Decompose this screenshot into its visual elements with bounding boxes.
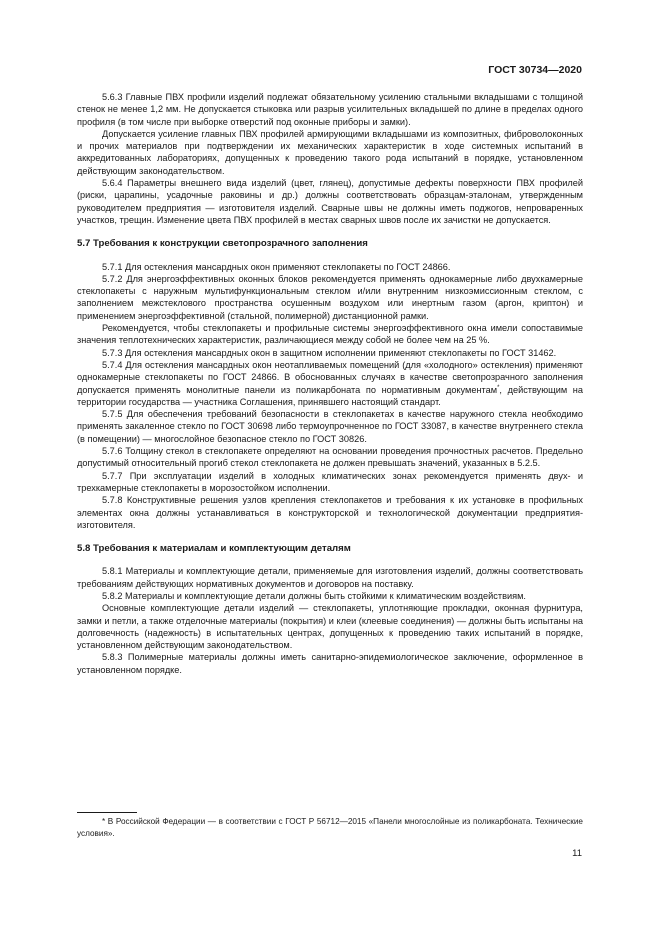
section-heading-5-8: 5.8 Требования к материалам и комплектующим деталям — [77, 543, 351, 555]
paragraph-5-7-2: 5.7.2 Для энергоэффективных оконных блоков рекомендуется применять однокамерные либо двухкамерные стеклопакеты с наружным мультифункциональным стеклом и/или внутренним низкоэмиссионным стеклом, с заполнением межстеклового пространства осушенным воздухом или инертным газом (аргон, криптон) и применением энергоэффективной (стальной, полимерной) дистанционной рамки. — [77, 273, 583, 321]
page-number: 11 — [572, 848, 582, 859]
paragraph-5-7-1: 5.7.1 Для остекления мансардных окон применяют стеклопакеты по ГОСТ 24866. — [102, 261, 451, 272]
paragraph-5-7-7: 5.7.7 При эксплуатации изделий в холодных климатических зонах рекомендуется применять двух- и трехкамерные стеклопакеты в морозостойком исполнении. — [77, 470, 583, 493]
document-code: ГОСТ 30734—2020 — [488, 64, 582, 76]
paragraph-5-8-2: 5.8.2 Материалы и комплектующие детали должны быть стойкими к климатическим воздействиям. — [102, 590, 526, 601]
paragraph-5-6-3: 5.6.3 Главные ПВХ профили изделий подлежат обязательному усилению стальными вкладышами с толщиной стенок не менее 1,2 мм. Не допускается стыковка или разрыв усилительных вкладышей по длине в пределах одного профиля (в том числе при выборке отверстий под оконные приборы и замки). — [77, 92, 583, 127]
paragraph-5-7-8: 5.7.8 Конструктивные решения узлов крепления стеклопакетов и требования к их установке в профильных элементах окна должны устанавливаться в конструкторской и технологической документации предприятия-изготовителя. — [77, 495, 583, 530]
paragraph-reinforcement: Допускается усиление главных ПВХ профилей армирующими вкладышами из композитных, фиброволоконных и прочих материалов при подтверждении их механических характеристик в ходе системных испытаний в аккредитованных лабораториях, допущенных к проведению такого рода испытаний в порядке, установленном действующим законодательством. — [77, 128, 583, 176]
paragraph-5-8-1: 5.8.1 Материалы и комплектующие детали, применяемые для изготовления изделий, должны соответствовать требованиям действующих нормативных документов и договоров на поставку. — [77, 566, 583, 589]
paragraph-5-7-3: 5.7.3 Для остекления мансардных окон в защитном исполнении применяют стеклопакеты по ГОСТ 31462. — [102, 347, 557, 358]
paragraph-recommendation: Рекомендуется, чтобы стеклопакеты и профильные системы энергоэффективного окна имели сопоставимые значения теплотехнических характеристик, различающиеся между собой не более чем на 25 %. — [77, 323, 583, 346]
paragraph-5-7-4-text: 5.7.4 Для остекления мансардных окон неотапливаемых помещений (для «холодного» остекления) применяют однокамерные стеклопакеты по ГОСТ 24866. В обоснованных случаях в качестве светопрозрачного заполнения допускается применять монолитные панели из поликарбоната по нормативным документам — [77, 359, 583, 395]
paragraph-5-7-6: 5.7.6 Толщину стекол в стеклопакете определяют на основании проведения прочностных расчетов. Предельно допустимый относительный прогиб стекол стеклопакета не должен превышать значений, указанных в 5.2.5. — [77, 446, 583, 469]
paragraph-5-7-4 — [77, 359, 583, 408]
paragraph-5-7-5: 5.7.5 Для обеспечения требований безопасности в стеклопакетах в качестве наружного стекла необходимо применять закаленное стекло по ГОСТ 30698 либо термоупрочненное по ГОСТ 33087, в качестве внутреннего стекла (в помещении) — многослойное безопасное стекло по ГОСТ 30826. — [77, 409, 583, 444]
paragraph-5-8-3: 5.8.3 Полимерные материалы должны иметь санитарно-эпидемиологическое заключение, оформленное в установленном порядке. — [77, 652, 583, 675]
footnote: * В Российской Федерации — в соответствии с ГОСТ Р 56712—2015 «Панели многослойные из поликарбоната. Технические условия». — [77, 817, 583, 838]
page-body — [77, 91, 583, 676]
paragraph-components: Основные комплектующие детали изделий — стеклопакеты, уплотняющие прокладки, оконная фурнитура, замки и петли, а также отделочные материалы (покрытия) и клеи (клеевые соединения) — должны быть испытаны на долговечность (надежность) в испытательных центрах, допущенных к проведению таких испытаний в порядке, установленном действующим законодательством. — [77, 603, 583, 651]
paragraph-5-7-4-tail: , действующим на территории государства — участника Соглашения, принявшего настоящий стандарт. — [77, 384, 583, 407]
section-heading-5-7: 5.7 Требования к конструкции светопрозрачного заполнения — [77, 238, 368, 250]
footnote-divider — [77, 812, 137, 813]
footnote-marker: * — [497, 384, 500, 391]
paragraph-5-6-4: 5.6.4 Параметры внешнего вида изделий (цвет, глянец), допустимые дефекты поверхности ПВХ профилей (риски, царапины, усадочные раковины и др.) должны соответствовать образцам-эталонам, утвержденным руководителем предприятия — изготовителя изделий. Сварные швы не должны иметь поджогов, непроваренных участков, трещин. Изменение цвета ПВХ профилей в местах сварных швов после их зачистки не допускается. — [77, 178, 583, 225]
